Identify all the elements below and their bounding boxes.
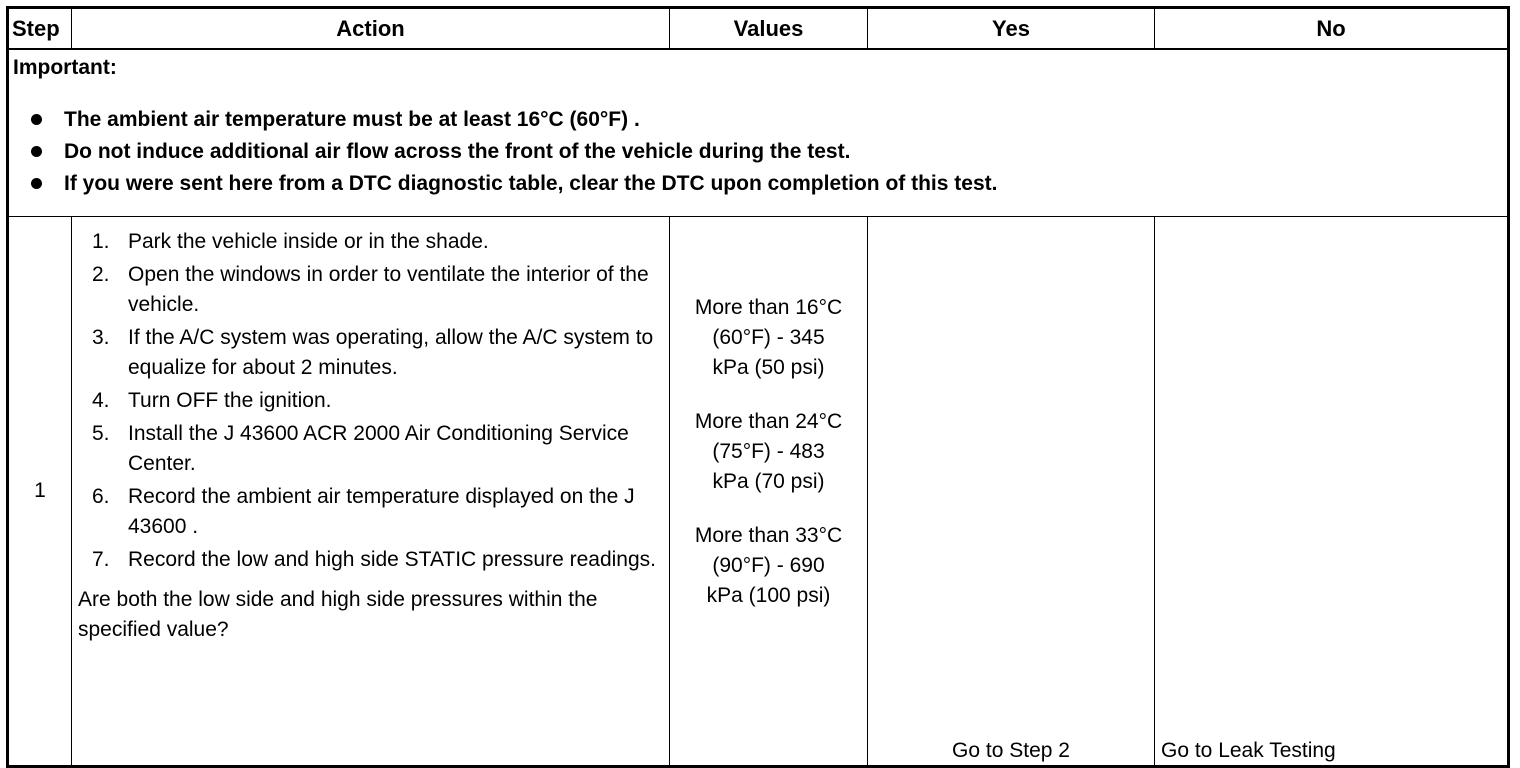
important-bullet: The ambient air temperature must be at least 16°C (60°F) . [13,104,1507,136]
values-cell [670,217,868,767]
diagnostic-table [6,6,1510,768]
header-values: Values [670,8,868,50]
action-item: 7. Record the low and high side STATIC pressure readings. [92,548,656,571]
action-item: 6. Record the ambient air temperature displayed on the J 43600 . [92,485,635,538]
header-action: Action [72,8,670,50]
action-question: Are both the low side and high side pressures within the specified value? [78,588,598,641]
important-bullets [13,104,1507,200]
header-yes: Yes [868,8,1155,50]
header-step: Step [8,8,72,50]
action-cell [72,217,670,767]
bullet-icon [31,114,42,125]
value-spec: More than 24°C (75°F) - 483 kPa (70 psi) [694,410,843,493]
action-item: 3. If the A/C system was operating, allow the A/C system to equalize for about 2 minutes. [92,326,654,379]
important-row [8,49,1509,217]
action-item: 2. Open the windows in order to ventilate the interior of the vehicle. [92,263,649,316]
important-note [8,49,1509,217]
no-result: Go to Leak Testing [1155,217,1509,767]
important-bullet: If you were sent here from a DTC diagnostic table, clear the DTC upon completion of this test. [13,168,1507,200]
important-title: Important: [13,56,117,79]
step-number: 1 [8,217,72,767]
action-item: 5. Install the J 43600 ACR 2000 Air Conditioning Service Center. [92,422,629,475]
table-row [8,217,1509,767]
value-spec: More than 16°C (60°F) - 345 kPa (50 psi) [694,296,843,379]
value-spec: More than 33°C (90°F) - 690 kPa (100 psi) [694,524,843,607]
yes-result: Go to Step 2 [868,217,1155,767]
action-list [78,227,663,575]
action-item: 1. Park the vehicle inside or in the shade. [92,230,489,253]
header-no: No [1155,8,1509,50]
bullet-icon [31,146,42,157]
header-row [8,8,1509,50]
action-item: 4. Turn OFF the ignition. [92,389,332,412]
important-bullet: Do not induce additional air flow across the front of the vehicle during the test. [13,136,1507,168]
bullet-icon [31,178,42,189]
